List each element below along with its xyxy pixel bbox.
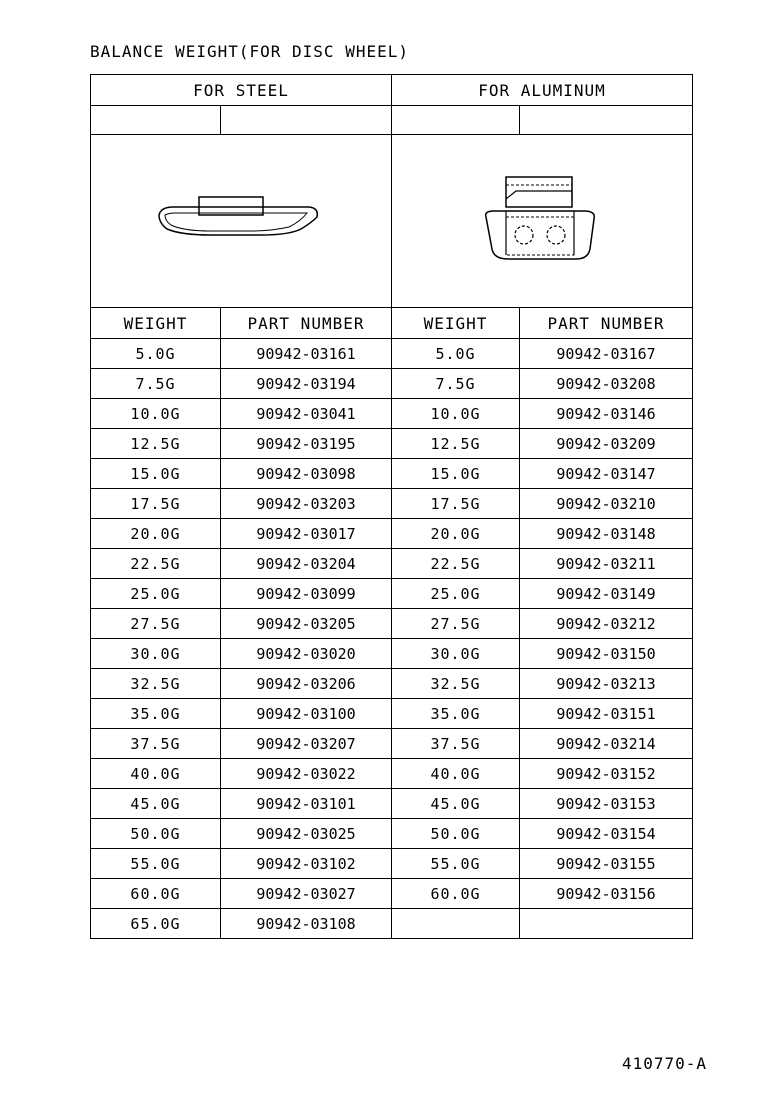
steel-weight-cell: 30.0G <box>91 639 221 669</box>
steel-weight-cell: 15.0G <box>91 459 221 489</box>
table-row <box>91 519 693 549</box>
aluminum-part-number-cell: 90942-03147 <box>520 459 693 489</box>
aluminum-clip-weight-drawing <box>472 171 612 271</box>
steel-part-number-cell: 90942-03194 <box>221 369 392 399</box>
steel-weight-cell: 5.0G <box>91 339 221 369</box>
steel-part-number-cell: 90942-03020 <box>221 639 392 669</box>
table-row <box>91 849 693 879</box>
aluminum-part-number-cell: 90942-03211 <box>520 549 693 579</box>
table-row <box>91 819 693 849</box>
steel-weight-cell: 65.0G <box>91 909 221 939</box>
aluminum-part-number-cell: 90942-03150 <box>520 639 693 669</box>
table-row <box>91 399 693 429</box>
aluminum-part-number-cell: 90942-03209 <box>520 429 693 459</box>
aluminum-part-number-cell: 90942-03151 <box>520 699 693 729</box>
steel-weight-cell: 37.5G <box>91 729 221 759</box>
table-row <box>91 609 693 639</box>
steel-weight-cell: 25.0G <box>91 579 221 609</box>
aluminum-weight-cell: 55.0G <box>392 849 520 879</box>
blank-cell <box>91 106 221 135</box>
steel-part-number-header: PART NUMBER <box>221 308 392 339</box>
steel-part-number-cell: 90942-03203 <box>221 489 392 519</box>
aluminum-weight-cell: 20.0G <box>392 519 520 549</box>
aluminum-part-number-cell: 90942-03208 <box>520 369 693 399</box>
steel-weight-cell: 27.5G <box>91 609 221 639</box>
aluminum-part-number-cell: 90942-03154 <box>520 819 693 849</box>
aluminum-weight-cell: 10.0G <box>392 399 520 429</box>
steel-clip-weight-drawing <box>151 191 331 251</box>
steel-part-number-cell: 90942-03098 <box>221 459 392 489</box>
steel-weight-cell: 7.5G <box>91 369 221 399</box>
aluminum-part-number-cell: 90942-03213 <box>520 669 693 699</box>
section-header-aluminum: FOR ALUMINUM <box>392 75 693 106</box>
table-row <box>91 429 693 459</box>
aluminum-part-number-cell: 90942-03149 <box>520 579 693 609</box>
steel-weight-cell: 35.0G <box>91 699 221 729</box>
aluminum-part-number-cell: 90942-03167 <box>520 339 693 369</box>
aluminum-weight-cell: 25.0G <box>392 579 520 609</box>
table-row <box>91 339 693 369</box>
aluminum-weight-cell: 15.0G <box>392 459 520 489</box>
aluminum-part-number-cell <box>520 909 693 939</box>
steel-part-number-cell: 90942-03205 <box>221 609 392 639</box>
blank-cell <box>221 106 392 135</box>
steel-part-number-cell: 90942-03025 <box>221 819 392 849</box>
table-row <box>91 789 693 819</box>
aluminum-weight-cell: 40.0G <box>392 759 520 789</box>
table-row <box>91 879 693 909</box>
aluminum-weight-cell: 45.0G <box>392 789 520 819</box>
steel-part-number-cell: 90942-03017 <box>221 519 392 549</box>
steel-part-number-cell: 90942-03161 <box>221 339 392 369</box>
aluminum-weight-cell: 7.5G <box>392 369 520 399</box>
steel-part-number-cell: 90942-03041 <box>221 399 392 429</box>
page-title: BALANCE WEIGHT(FOR DISC WHEEL) <box>90 42 409 61</box>
aluminum-part-number-cell: 90942-03146 <box>520 399 693 429</box>
aluminum-part-number-header: PART NUMBER <box>520 308 693 339</box>
steel-part-number-cell: 90942-03100 <box>221 699 392 729</box>
steel-part-number-cell: 90942-03099 <box>221 579 392 609</box>
aluminum-weight-header: WEIGHT <box>392 308 520 339</box>
aluminum-part-number-cell: 90942-03212 <box>520 609 693 639</box>
aluminum-weight-cell: 12.5G <box>392 429 520 459</box>
weight-rows <box>91 339 693 939</box>
table-row <box>91 489 693 519</box>
aluminum-part-number-cell: 90942-03153 <box>520 789 693 819</box>
steel-weight-header: WEIGHT <box>91 308 221 339</box>
aluminum-part-number-cell: 90942-03156 <box>520 879 693 909</box>
steel-weight-cell: 50.0G <box>91 819 221 849</box>
aluminum-weight-cell: 22.5G <box>392 549 520 579</box>
table-row <box>91 699 693 729</box>
aluminum-weight-cell: 35.0G <box>392 699 520 729</box>
steel-part-number-cell: 90942-03207 <box>221 729 392 759</box>
steel-part-number-cell: 90942-03108 <box>221 909 392 939</box>
aluminum-part-number-cell: 90942-03152 <box>520 759 693 789</box>
aluminum-weight-cell: 32.5G <box>392 669 520 699</box>
steel-weight-cell: 40.0G <box>91 759 221 789</box>
aluminum-weight-cell: 60.0G <box>392 879 520 909</box>
steel-part-number-cell: 90942-03022 <box>221 759 392 789</box>
aluminum-weight-cell: 50.0G <box>392 819 520 849</box>
table-row <box>91 669 693 699</box>
steel-weight-cell: 55.0G <box>91 849 221 879</box>
steel-weight-cell: 17.5G <box>91 489 221 519</box>
aluminum-weight-cell: 37.5G <box>392 729 520 759</box>
aluminum-part-number-cell: 90942-03210 <box>520 489 693 519</box>
steel-weight-cell: 32.5G <box>91 669 221 699</box>
aluminum-weight-cell: 27.5G <box>392 609 520 639</box>
steel-weight-cell: 10.0G <box>91 399 221 429</box>
aluminum-weight-illustration-cell <box>392 135 693 308</box>
table-row <box>91 759 693 789</box>
blank-cell <box>392 106 520 135</box>
document-number: 410770-A <box>622 1054 708 1073</box>
table-row <box>91 579 693 609</box>
table-row <box>91 639 693 669</box>
aluminum-weight-cell <box>392 909 520 939</box>
aluminum-weight-cell: 5.0G <box>392 339 520 369</box>
steel-weight-cell: 20.0G <box>91 519 221 549</box>
aluminum-part-number-cell: 90942-03148 <box>520 519 693 549</box>
steel-part-number-cell: 90942-03102 <box>221 849 392 879</box>
aluminum-part-number-cell: 90942-03155 <box>520 849 693 879</box>
steel-part-number-cell: 90942-03101 <box>221 789 392 819</box>
steel-part-number-cell: 90942-03204 <box>221 549 392 579</box>
steel-weight-cell: 60.0G <box>91 879 221 909</box>
aluminum-weight-cell: 30.0G <box>392 639 520 669</box>
aluminum-part-number-cell: 90942-03214 <box>520 729 693 759</box>
table-row <box>91 729 693 759</box>
steel-part-number-cell: 90942-03027 <box>221 879 392 909</box>
blank-cell <box>520 106 693 135</box>
table-row <box>91 909 693 939</box>
table-row <box>91 459 693 489</box>
steel-weight-cell: 22.5G <box>91 549 221 579</box>
table-row <box>91 549 693 579</box>
steel-weight-cell: 45.0G <box>91 789 221 819</box>
steel-weight-illustration-cell <box>91 135 392 308</box>
balance-weight-table <box>90 74 693 939</box>
table-row <box>91 369 693 399</box>
section-header-steel: FOR STEEL <box>91 75 392 106</box>
steel-part-number-cell: 90942-03206 <box>221 669 392 699</box>
steel-weight-cell: 12.5G <box>91 429 221 459</box>
steel-part-number-cell: 90942-03195 <box>221 429 392 459</box>
aluminum-weight-cell: 17.5G <box>392 489 520 519</box>
